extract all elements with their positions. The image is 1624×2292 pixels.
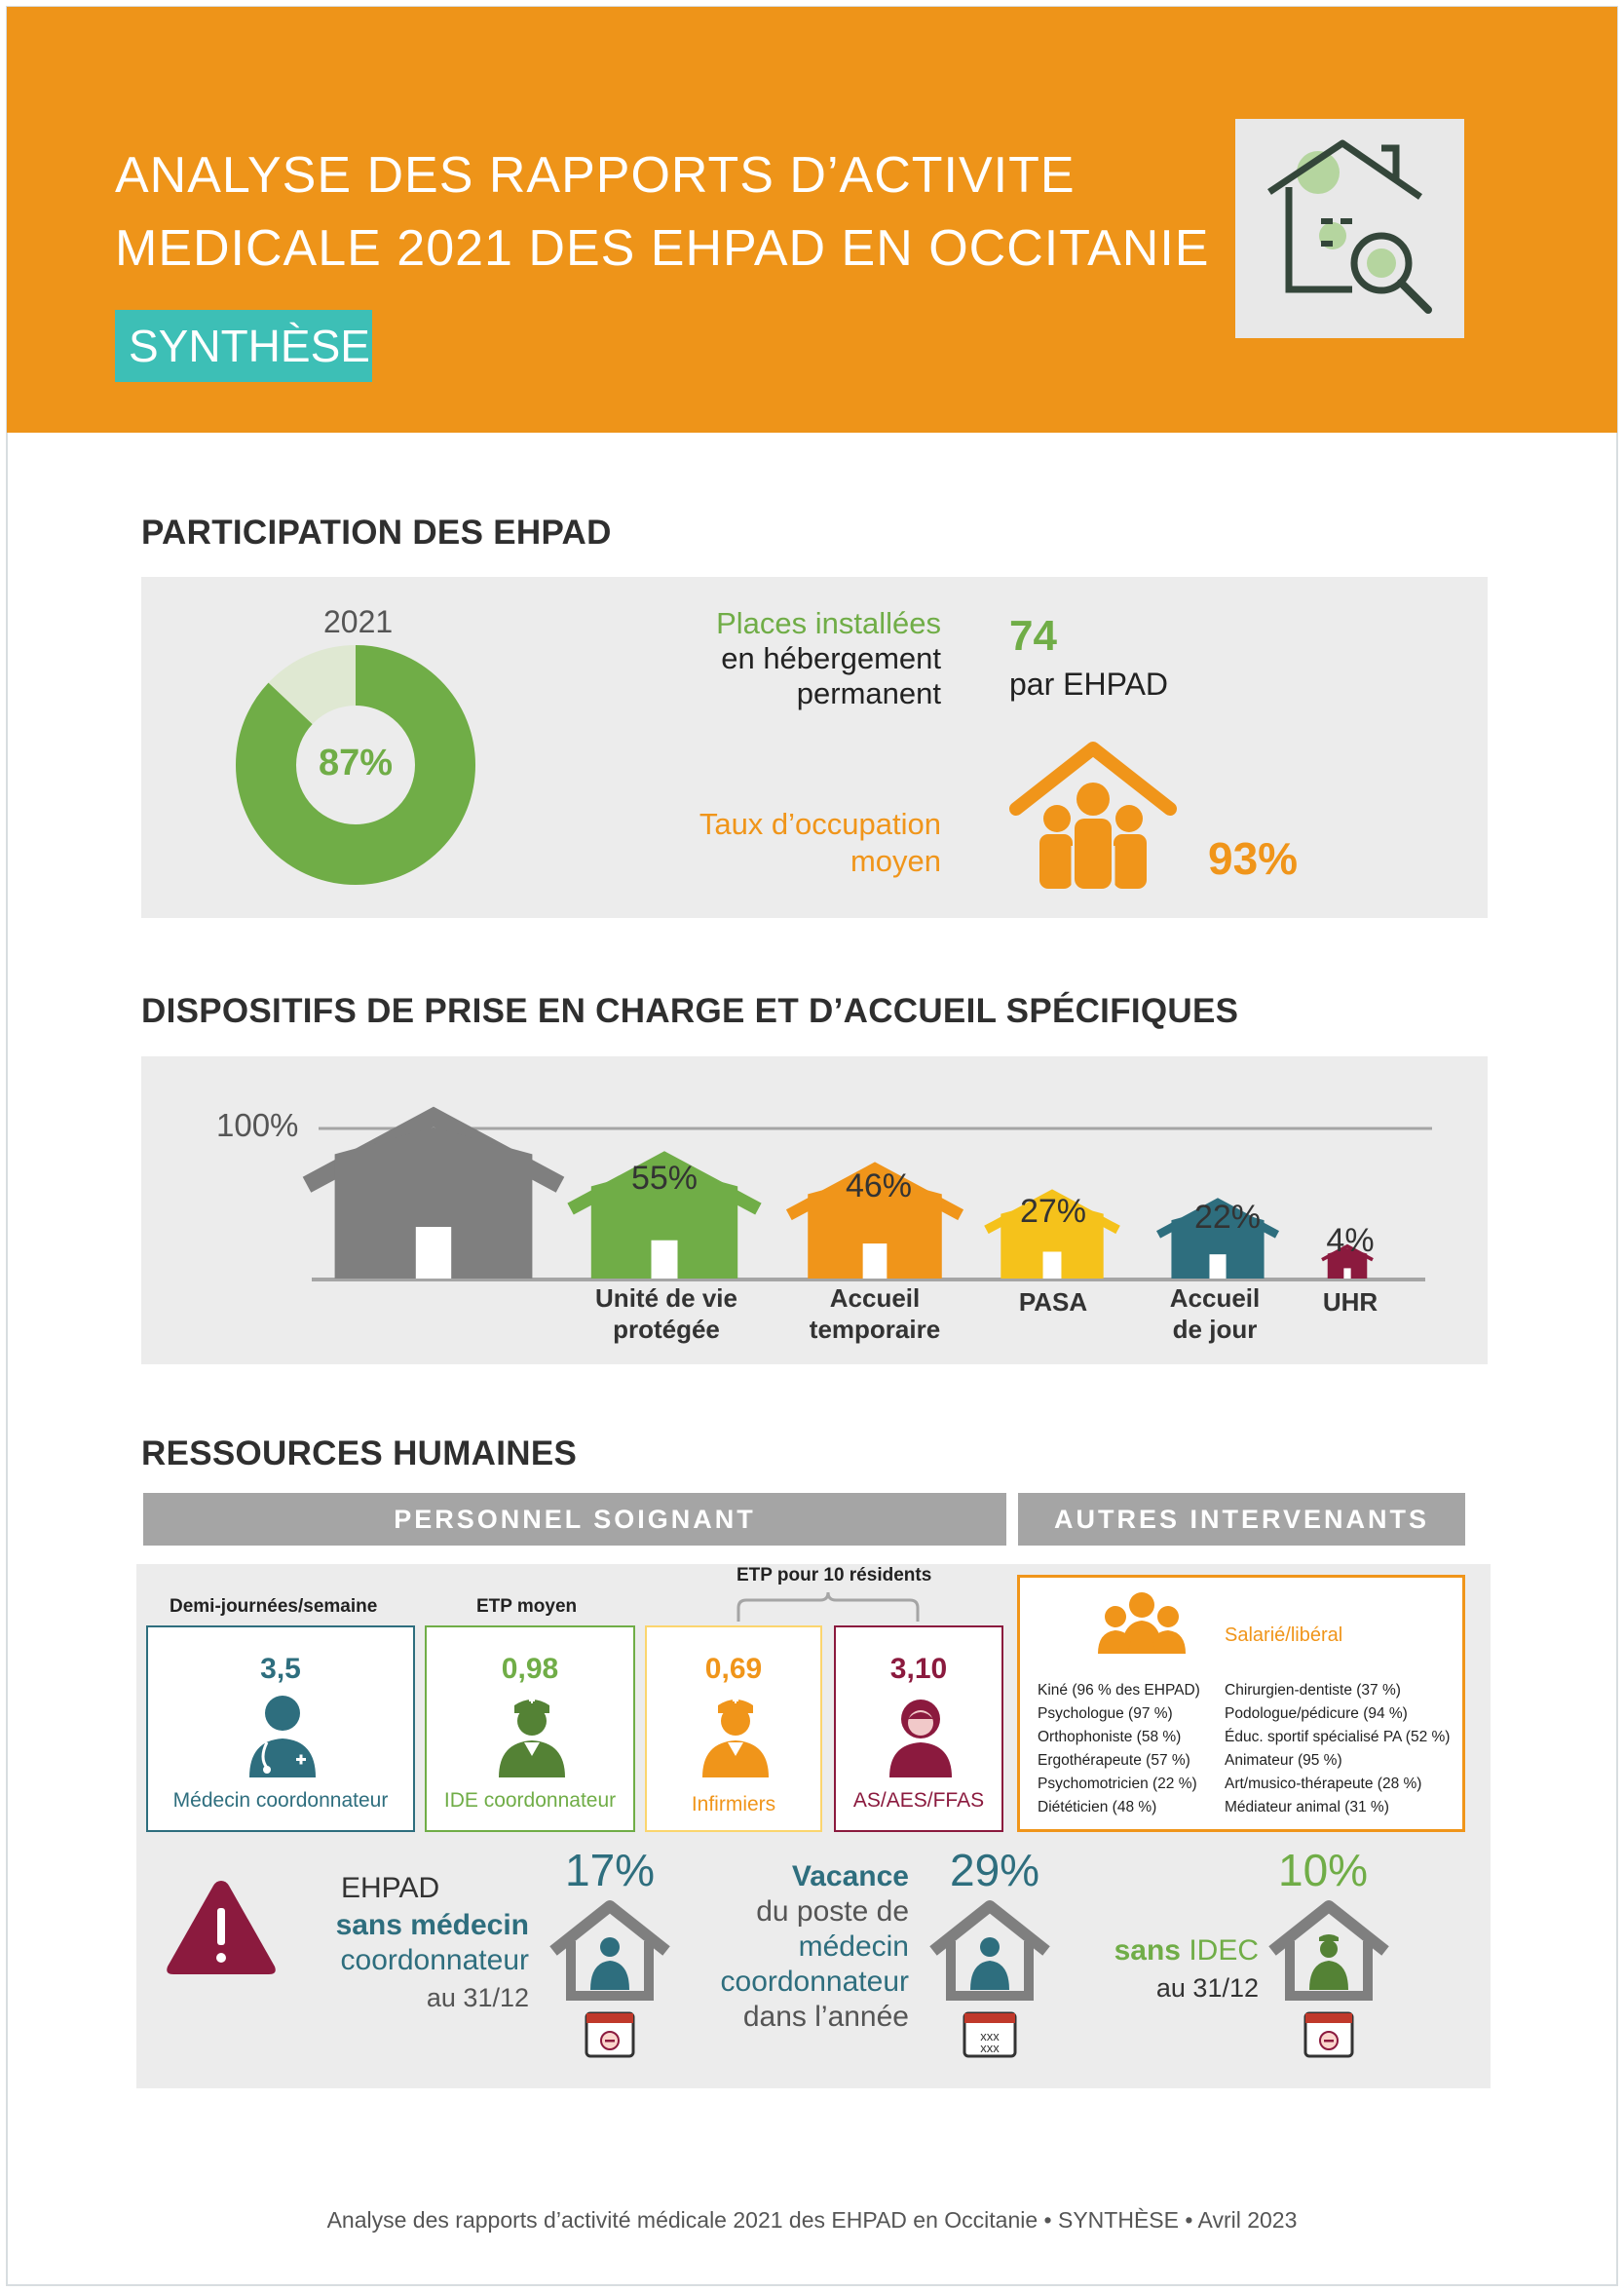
dispositif-value-accueil-temporaire: 46% — [845, 1167, 913, 1204]
house-search-icon — [1235, 119, 1464, 338]
stat2-value: 29% — [950, 1845, 1040, 1895]
house-uhr-door — [1343, 1268, 1350, 1279]
dispositif-label-pasa: PASA — [1018, 1287, 1088, 1317]
dispositif-label-at-line-1: Accueil — [829, 1283, 921, 1313]
house-uvp-door — [652, 1241, 678, 1279]
places-label-line-3: permanent — [796, 676, 941, 710]
intervenant-mediateur-animal: Médiateur animal (31 %) — [1225, 1799, 1389, 1815]
intervenant-animateur: Animateur (95 %) — [1225, 1752, 1342, 1769]
stat1-line-2-wrap — [292, 1908, 529, 1943]
places-value: 74 — [1009, 612, 1057, 660]
stat2-line-3: médecin — [798, 1930, 909, 1963]
stat2-line-5: dans l’année — [742, 2001, 909, 2033]
taux-label-line-1: Taux d’occupation — [699, 807, 941, 841]
card-label-infirmiers: Infirmiers — [691, 1793, 776, 1815]
places-label-line-2: en hébergement — [721, 641, 941, 675]
card-as-aes-ffas — [834, 1625, 1003, 1832]
intervenant-educ-sportif: Éduc. sportif spécialisé PA (52 %) — [1225, 1729, 1451, 1745]
taux-label-line-2: moyen — [850, 844, 941, 878]
page-title-line-1: ANALYSE DES RAPPORTS D’ACTIVITE — [115, 147, 1076, 204]
stat3-line-1 — [1072, 1933, 1259, 1968]
intervenant-kine: Kiné (96 % des EHPAD) — [1038, 1682, 1200, 1699]
house-nurse-icon — [1266, 1898, 1391, 2062]
dispositif-value-uvp: 55% — [630, 1160, 699, 1197]
dispositif-label-uvp-line-2: protégée — [613, 1315, 720, 1344]
stat3-sans: sans — [1114, 1934, 1181, 1967]
stat3-line-2: au 31/12 — [1155, 1973, 1259, 2003]
intervenant-art-therapeute: Art/musico-thérapeute (28 %) — [1225, 1776, 1422, 1792]
reference-house-door — [416, 1227, 451, 1279]
group-people-icon — [1098, 1589, 1186, 1656]
stat2-line-1: Vacance — [791, 1860, 909, 1892]
section-title-dispositifs: DISPOSITIFS DE PRISE EN CHARGE ET D’ACCUEIL SPÉCIFIQUES — [141, 992, 1239, 1030]
page-title-line-2: MEDICALE 2021 DES EHPAD EN OCCITANIE — [115, 220, 1210, 277]
card-value-ide: 0,98 — [501, 1653, 559, 1685]
stat3-idec: IDEC — [1189, 1934, 1259, 1967]
house-search-logo — [1235, 119, 1464, 338]
taux-value: 93% — [1208, 833, 1299, 884]
dispositif-value-uhr: 4% — [1326, 1222, 1375, 1259]
doctor-icon — [245, 1692, 320, 1779]
intervenant-dieteticien: Diététicien (48 %) — [1038, 1799, 1157, 1815]
card-value-medecin: 3,5 — [260, 1653, 301, 1685]
dispositif-label-accueil-temporaire — [777, 1282, 972, 1345]
autres-title: Salarié/libéral — [1225, 1624, 1343, 1646]
infirmier-icon — [699, 1692, 773, 1779]
aide-soignant-icon — [884, 1692, 958, 1779]
donut-value-label: 87% — [318, 743, 394, 783]
caption-demi-journees: Demi-journées/semaine — [170, 1596, 378, 1617]
intervenant-orthophoniste: Orthophoniste (58 %) — [1038, 1729, 1182, 1745]
stat1-line-3: coordonnateur — [340, 1944, 529, 1976]
synthese-badge: SYNTHÈSE — [115, 310, 372, 382]
intervenant-ergotherapeute: Ergothérapeute (57 %) — [1038, 1752, 1190, 1769]
card-medecin-coordonnateur — [146, 1625, 415, 1832]
section-title-ressources: RESSOURCES HUMAINES — [141, 1434, 578, 1472]
section-title-participation: PARTICIPATION DES EHPAD — [141, 514, 612, 552]
intervenant-podologue: Podologue/pédicure (94 %) — [1225, 1705, 1408, 1722]
intervenant-psychomotricien: Psychomotricien (22 %) — [1038, 1776, 1197, 1792]
page-footer: Analyse des rapports d’activité médicale 2021 des EHPAD en Occitanie • SYNTHÈSE • Avril 2023 — [326, 2207, 1298, 2233]
autres-intervenants-header: AUTRES INTERVENANTS — [1018, 1493, 1465, 1546]
svg-text:xxx: xxx — [980, 2029, 1000, 2044]
intervenants-list-left — [1038, 1679, 1200, 1819]
dispositif-label-at-line-2: temporaire — [809, 1315, 941, 1344]
caption-etp-10-residents: ETP pour 10 résidents — [736, 1565, 932, 1585]
places-unit: par EHPAD — [1009, 667, 1169, 702]
card-value-as: 3,10 — [889, 1653, 948, 1685]
stat2-line-4: coordonnateur — [720, 1966, 909, 1998]
nurse-icon — [495, 1692, 569, 1779]
house-accueil-de-jour-door — [1209, 1254, 1226, 1279]
dispositif-label-adj-line-2: de jour — [1172, 1315, 1258, 1344]
card-label-as: AS/AES/FFAS — [852, 1789, 985, 1812]
autres-intervenants-box — [1017, 1575, 1465, 1832]
intervenants-list-right — [1225, 1679, 1450, 1819]
dispositif-label-uvp-line-1: Unité de vie — [595, 1283, 737, 1313]
house-pasa-door — [1043, 1251, 1062, 1279]
places-label-line-1: Places installées — [716, 606, 941, 640]
svg-text:xxx: xxx — [980, 2041, 1000, 2055]
etp-bracket — [736, 1590, 921, 1624]
card-label-ide: IDE coordonnateur — [443, 1789, 617, 1812]
stat1-value: 17% — [565, 1845, 656, 1895]
stat2-line-2: du poste de — [756, 1895, 909, 1928]
warning-icon — [164, 1877, 279, 1978]
house-doctor-icon-2 — [927, 1898, 1052, 2062]
year-label: 2021 — [323, 604, 394, 639]
card-infirmiers — [645, 1625, 822, 1832]
dispositif-label-uhr: UHR — [1322, 1287, 1379, 1317]
intervenant-psychologue: Psychologue (97 %) — [1038, 1705, 1173, 1722]
house-doctor-icon-1 — [548, 1898, 672, 2062]
stat1-line-1: EHPAD — [341, 1872, 440, 1904]
card-ide-coordonnateur — [425, 1625, 635, 1832]
reference-label: 100% — [216, 1107, 299, 1143]
family-house-icon — [1008, 739, 1179, 895]
dispositif-label-uvp — [569, 1282, 764, 1345]
dispositif-label-adj-line-1: Accueil — [1169, 1283, 1261, 1313]
dispositif-value-accueil-de-jour: 22% — [1193, 1199, 1262, 1236]
stat3-value: 10% — [1278, 1845, 1369, 1895]
caption-etp-moyen: ETP moyen — [476, 1596, 578, 1617]
house-accueil-temporaire-door — [863, 1243, 888, 1279]
card-label-medecin: Médecin coordonnateur — [172, 1789, 389, 1812]
stat1-line-2: sans médecin — [335, 1909, 529, 1941]
personnel-soignant-header: PERSONNEL SOIGNANT — [143, 1493, 1006, 1546]
dispositif-value-pasa: 27% — [1019, 1193, 1087, 1230]
dispositif-label-accueil-de-jour — [1137, 1282, 1293, 1345]
stat1-line-4: au 31/12 — [426, 1983, 529, 2012]
card-value-infirmiers: 0,69 — [704, 1653, 763, 1685]
intervenant-chirurgien-dentiste: Chirurgien-dentiste (37 %) — [1225, 1682, 1401, 1699]
